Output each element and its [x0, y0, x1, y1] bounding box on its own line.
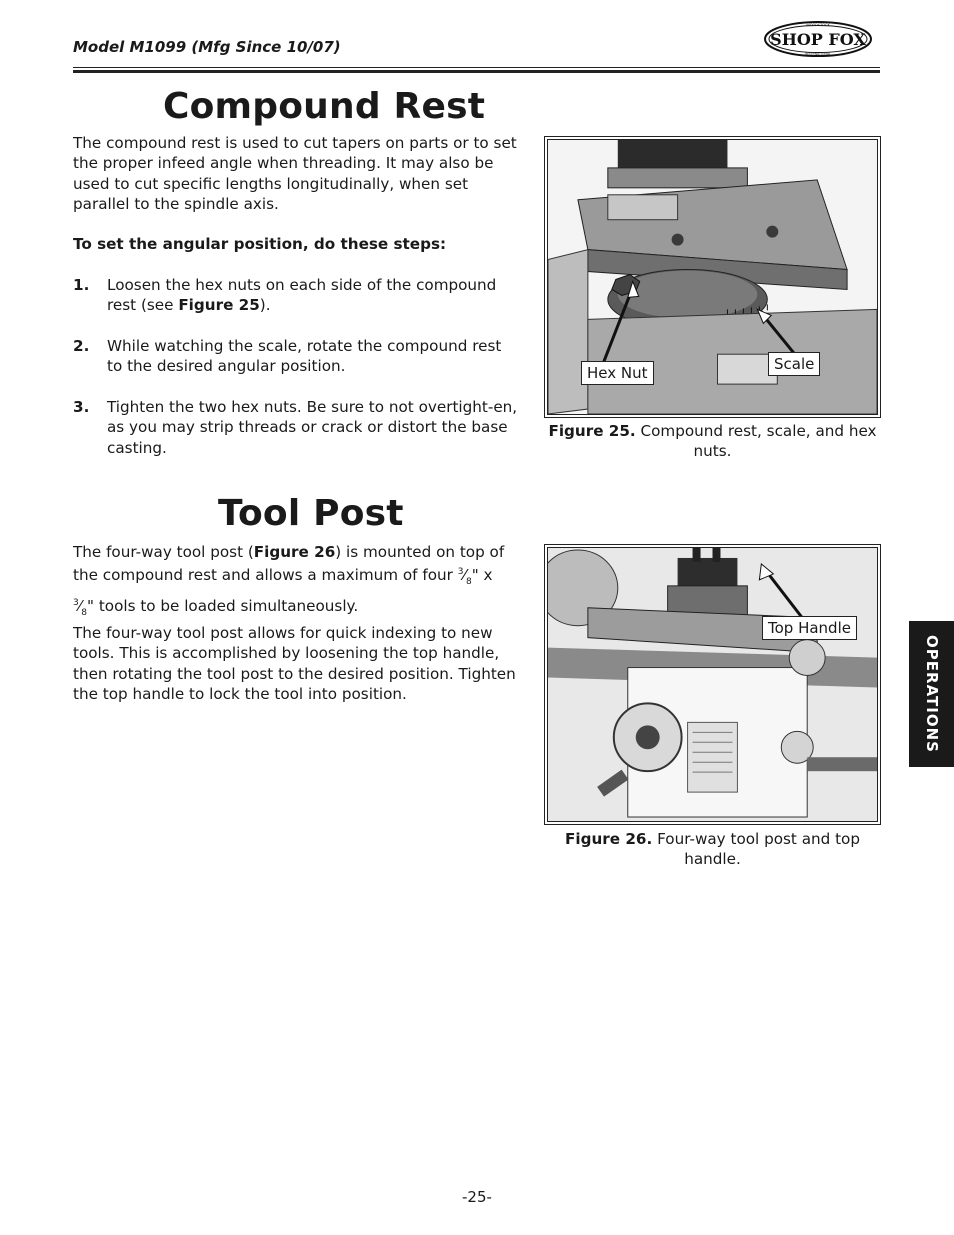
steps-heading: To set the angular position, do these steps:	[73, 235, 447, 253]
figure-25-reference: Figure 25	[178, 296, 260, 315]
step-1	[73, 275, 518, 316]
figure-26-reference: Figure 26	[253, 543, 336, 561]
step-text: Loosen the hex nuts on each side of the compound rest (see Figure 25).	[107, 276, 497, 315]
logo-arc-bottom: INTERNATIONAL	[805, 52, 831, 56]
step-number: 2.	[73, 337, 90, 355]
logo-arc-top: WOODSTOCK	[806, 23, 830, 27]
step-2	[73, 336, 518, 377]
step-text: While watching the scale, rotate the compound rest to the desired angular position.	[107, 337, 502, 376]
figure-25-label: Figure 25.	[548, 422, 636, 440]
header-model: Model M1099 (Mfg Since 10/07)	[73, 38, 341, 56]
tool-post-photo-illustration	[548, 548, 877, 821]
header-rule-thick	[73, 70, 880, 73]
step-text: Tighten the two hex nuts. Be sure to not overtight-en, as you may strip threads or crack or distort the base casting.	[107, 398, 518, 457]
fraction-numerator: 3	[73, 597, 79, 608]
tool-post-para-1: The four-way tool post (Figure 26) is mounted on top of the compound rest and allows a maximum of four $^3⁄_8$" x $^3⁄_8$" tools to be loaded simultaneously.	[73, 543, 505, 618]
figure-26-label: Figure 26.	[565, 830, 653, 848]
fraction-denominator: 8	[81, 607, 88, 618]
fraction-denominator: 8	[465, 577, 472, 588]
hex-nut-callout: Hex Nut	[581, 361, 654, 385]
top-handle-callout: Top Handle	[762, 616, 857, 640]
compound-rest-title: Compound Rest	[163, 86, 486, 127]
tool-post-title: Tool Post	[218, 493, 404, 534]
step-3	[73, 397, 518, 458]
figure-26-caption: Figure 26. Four-way tool post and top handle.	[565, 830, 860, 868]
logo-text: SHOP FOX	[770, 30, 866, 49]
figure-25-caption: Figure 25. Compound rest, scale, and hex nuts.	[548, 422, 877, 460]
figure-26-photo	[547, 547, 878, 822]
tool-post-para-2: The four-way tool post allows for quick indexing to new tools. This is accomplished by loosening the top handle, then rotating the tool post to the desired position. Tighten the top handle to lock the tool into position.	[73, 624, 516, 703]
side-tab-label: OPERATIONS	[922, 635, 941, 753]
figure-25	[544, 136, 881, 418]
figure-26	[544, 544, 881, 825]
header-rule-thin	[73, 67, 880, 68]
shop-fox-logo	[763, 20, 873, 58]
scale-callout: Scale	[768, 352, 820, 376]
step-number: 1.	[73, 276, 90, 294]
step-number: 3.	[73, 398, 90, 416]
page-number: -25-	[462, 1188, 492, 1206]
compound-rest-intro: The compound rest is used to cut tapers on parts or to set the proper infeed angle when threading. It may also be used to cut specific lengths longitudinally, when set parallel to the spindle axis.	[73, 134, 517, 213]
operations-side-tab	[909, 621, 954, 767]
fraction-numerator: 3	[457, 567, 464, 578]
